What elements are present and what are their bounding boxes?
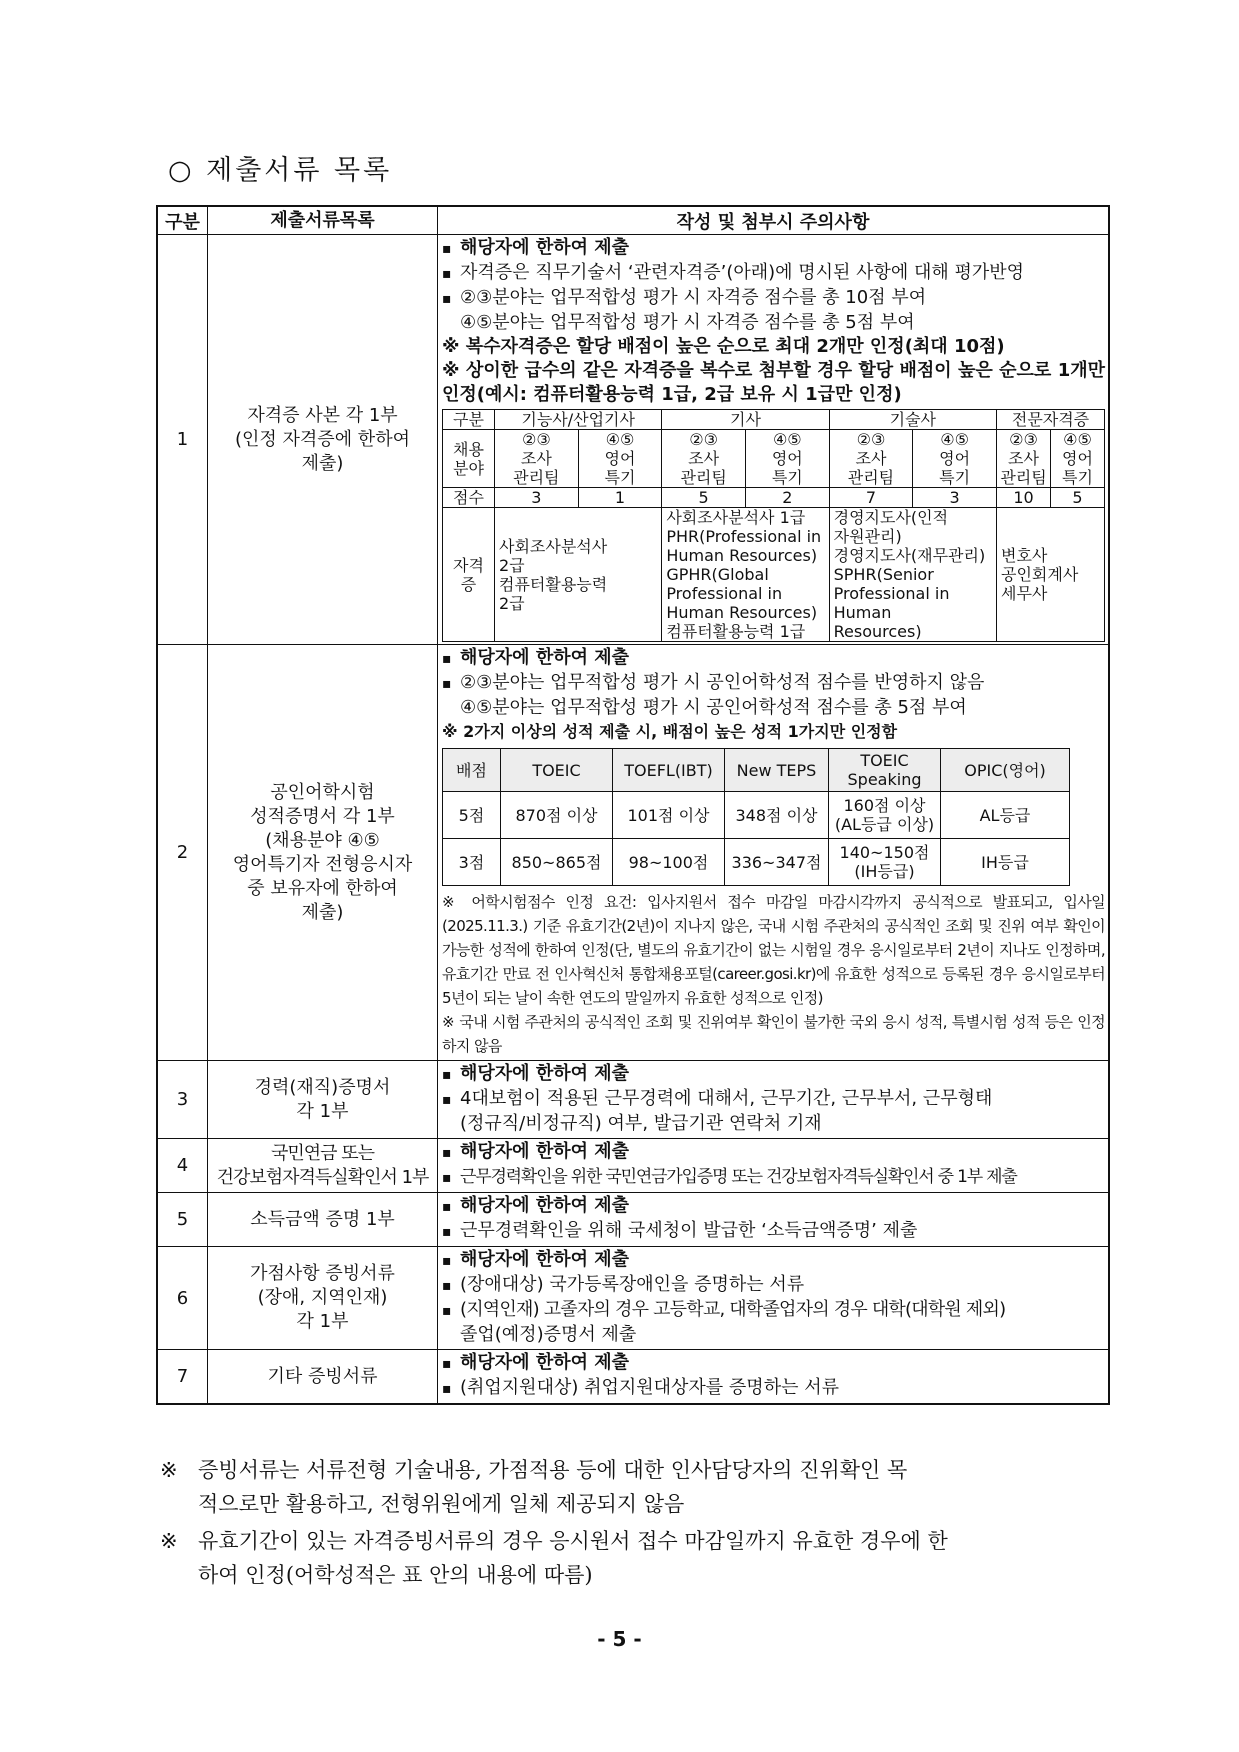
lang-cell: AL등급 — [941, 792, 1070, 839]
footnote: ※ 유효기간이 있는 자격증빙서류의 경우 응시원서 접수 마감일까지 유효한 경우에 한 하여 인정(어학성적은 표 안의 내용에 따름) — [160, 1529, 948, 1587]
page-title: ○ 제출서류 목록 — [168, 155, 393, 186]
note-line: ▪ 4대보험이 적용된 근무경력에 대해서, 근무기간, 근무부서, 근무형태 — [442, 1087, 1105, 1112]
notes-cell — [438, 1247, 1110, 1350]
row-number: 4 — [157, 1139, 208, 1193]
note-line: ▪ (장애대상) 국가등록장애인을 증명하는 서류 — [442, 1273, 1105, 1298]
notes-cell — [438, 235, 1110, 645]
cert-list: 사회조사분석사 1급 PHR(Professional in Human Resources) GPHR(Global Professional in Human Resources) 컴퓨터활용능력 1급 — [662, 508, 829, 642]
note-line: ▪ 해당자에 한하여 제출 — [442, 646, 1105, 671]
language-note: ※ 국내 시험 주관처의 공식적인 조회 및 진위여부 확인이 불가한 국외 응시 성적, 특별시험 성적 등은 인정하지 않음 — [442, 1013, 1105, 1055]
document-name: 자격증 사본 각 1부 (인정 자격증에 한하여 제출) — [208, 235, 438, 645]
field-a: ②③ 조사 관리팀 — [829, 430, 913, 488]
note-line: 졸업(예정)증명서 제출 — [460, 1324, 637, 1345]
lang-cell: 98~100점 — [613, 839, 725, 886]
field-b: ④⑤ 영어 특기 — [578, 430, 662, 488]
score-value: 1 — [578, 488, 662, 508]
table-row — [157, 235, 1109, 645]
lang-cell: IH등급 — [941, 839, 1070, 886]
score-value: 3 — [913, 488, 997, 508]
page-number: - 5 - — [597, 1627, 642, 1651]
note-line: ▪ 근무경력확인을 위한 국민연금가입증명 또는 건강보험자격득실확인서 중 1부 제출 — [442, 1165, 1105, 1190]
lang-header: OPIC(영어) — [941, 749, 1070, 792]
note-line: ▪ 해당자에 한하여 제출 — [442, 1062, 1105, 1087]
cert-list: 경영지도사(인적 자원관리) 경영지도사(재무관리) SPHR(Senior Professional in Human Resources) — [829, 508, 996, 642]
note-line: ▪ (지역인재) 고졸자의 경우 고등학교, 대학졸업자의 경우 대학(대학원 제외) — [442, 1298, 1105, 1323]
lang-header: TOEFL(IBT) — [613, 749, 725, 792]
language-note: ※ 어학시험점수 인정 요건: 입사지원서 접수 마감일 마감시각까지 공식적으로 발표되고, 입사일(2025.11.3.) 기준 유효기간(2년)이 지나지 않은, 국내 시험 주관처의 공식적인 조회 및 진위 여부 확인이 가능한 성적에 한하여 인정(단, 별도의 유효기간이 없는 시험일 경우 응시일로부터 2년이 지나도 인정하며, 유효기간 만료 전 인사혁신처 통합채용포털(career.gosi.kr)에 유효한 성적으로 등록된 경우 응시일로부터 5년이 되는 날이 속한 연도의 말일까지 유효한 성적으로 인정) — [442, 893, 1105, 1007]
score-label: 점수 — [443, 488, 495, 508]
group-header: 전문자격증 — [997, 410, 1105, 430]
notes-cell — [438, 1350, 1110, 1405]
note-line: ▪ ②③분야는 업무적합성 평가 시 공인어학성적 점수를 반영하지 않음 — [442, 671, 1105, 696]
lang-header: TOEIC — [501, 749, 613, 792]
field-a: ②③ 조사 관리팀 — [495, 430, 579, 488]
lang-cell: 160점 이상 (AL등급 이상) — [829, 792, 941, 839]
notes-cell — [438, 1193, 1110, 1247]
field-b: ④⑤ 영어 특기 — [913, 430, 997, 488]
note-line: ▪ 해당자에 한하여 제출 — [442, 1194, 1105, 1219]
header-category: 구분 — [157, 206, 208, 235]
header-document-list: 제출서류목록 — [208, 206, 438, 235]
certificate-score-table — [442, 409, 1105, 642]
score-value: 2 — [745, 488, 829, 508]
score-value: 5 — [662, 488, 746, 508]
score-value: 3 — [495, 488, 579, 508]
lang-cell: 336~347점 — [725, 839, 829, 886]
row-number: 6 — [157, 1247, 208, 1350]
lang-cell: 870점 이상 — [501, 792, 613, 839]
group-header: 기능사/산업기사 — [495, 410, 662, 430]
note-line: ※ 2가지 이상의 성적 제출 시, 배점이 높은 성적 1가지만 인정함 — [442, 722, 898, 741]
header-notes: 작성 및 첨부시 주의사항 — [438, 206, 1110, 235]
note-line: ▪ 해당자에 한하여 제출 — [442, 236, 1105, 261]
lang-cell: 140~150점 (IH등급) — [829, 839, 941, 886]
score-value: 7 — [829, 488, 913, 508]
lang-cell: 101점 이상 — [613, 792, 725, 839]
note-line: ④⑤분야는 업무적합성 평가 시 공인어학성적 점수를 총 5점 부여 — [460, 697, 967, 718]
note-line: ※ 복수자격증은 할당 배점이 높은 순으로 최대 2개만 인정(최대 10점) — [442, 336, 1005, 357]
notes-cell — [438, 1061, 1110, 1139]
document-name: 경력(재직)증명서 각 1부 — [208, 1061, 438, 1139]
footnote: ※ 증빙서류는 서류전형 기술내용, 가점적용 등에 대한 인사담당자의 진위확인 목 적으로만 활용하고, 전형위원에게 일체 제공되지 않음 — [160, 1458, 908, 1516]
document-name: 가점사항 증빙서류 (장애, 지역인재) 각 1부 — [208, 1247, 438, 1350]
row-number: 1 — [157, 235, 208, 645]
note-line: (정규직/비정규직) 여부, 발급기관 연락처 기재 — [460, 1113, 822, 1134]
cert-list: 변호사 공인회계사 세무사 — [997, 508, 1105, 642]
table-row — [157, 645, 1109, 1061]
table-row — [157, 1061, 1109, 1139]
field-b: ④⑤ 영어 특기 — [1051, 430, 1105, 488]
lang-header: New TEPS — [725, 749, 829, 792]
field-b: ④⑤ 영어 특기 — [745, 430, 829, 488]
row-number: 2 — [157, 645, 208, 1061]
table-row — [157, 1247, 1109, 1350]
table-row — [157, 1139, 1109, 1193]
lang-header: 배점 — [443, 749, 501, 792]
document-name: 국민연금 또는 건강보험자격득실확인서 1부 — [208, 1139, 438, 1193]
cert-list: 사회조사분석사 2급 컴퓨터활용능력 2급 — [495, 508, 662, 642]
note-line: ▪ 해당자에 한하여 제출 — [442, 1248, 1105, 1273]
lang-cell: 348점 이상 — [725, 792, 829, 839]
document-name: 공인어학시험 성적증명서 각 1부 (채용분야 ④⑤ 영어특기자 전형응시자 중 보유자에 한하여 제출) — [208, 645, 438, 1061]
language-score-table — [442, 748, 1070, 886]
notes-cell — [438, 1139, 1110, 1193]
note-line: ▪ 해당자에 한하여 제출 — [442, 1140, 1105, 1165]
lang-cell: 5점 — [443, 792, 501, 839]
document-name: 기타 증빙서류 — [208, 1350, 438, 1405]
group-header: 기술사 — [829, 410, 996, 430]
note-line: ▪ 자격증은 직무기술서 ‘관련자격증’(아래)에 명시된 사항에 대해 평가반영 — [442, 261, 1105, 286]
table-header-row — [157, 206, 1109, 235]
table-row — [157, 1193, 1109, 1247]
note-line: ④⑤분야는 업무적합성 평가 시 자격증 점수를 총 5점 부여 — [460, 312, 915, 333]
note-line: ▪ (취업지원대상) 취업지원대상자를 증명하는 서류 — [442, 1376, 1105, 1401]
field-a: ②③ 조사 관리팀 — [662, 430, 746, 488]
table-row — [157, 1350, 1109, 1405]
field-a: ②③ 조사 관리팀 — [997, 430, 1051, 488]
score-value: 10 — [997, 488, 1051, 508]
note-line: ▪ 해당자에 한하여 제출 — [442, 1351, 1105, 1376]
lang-cell: 850~865점 — [501, 839, 613, 886]
cert-label: 자격 증 — [443, 508, 495, 642]
note-line: ▪ ②③분야는 업무적합성 평가 시 자격증 점수를 총 10점 부여 — [442, 286, 1105, 311]
note-line: ※ 상이한 급수의 같은 자격증을 복수로 첨부할 경우 할당 배점이 높은 순으로 1개만 인정(예시: 컴퓨터활용능력 1급, 2급 보유 시 1급만 인정) — [442, 360, 1105, 405]
document-name: 소득금액 증명 1부 — [208, 1193, 438, 1247]
field-label: 채용 분야 — [443, 430, 495, 488]
sub-header-label: 구분 — [443, 410, 495, 430]
score-value: 5 — [1051, 488, 1105, 508]
row-number: 3 — [157, 1061, 208, 1139]
group-header: 기사 — [662, 410, 829, 430]
lang-cell: 3점 — [443, 839, 501, 886]
row-number: 7 — [157, 1350, 208, 1405]
documents-table — [156, 205, 1110, 1405]
row-number: 5 — [157, 1193, 208, 1247]
note-line: ▪ 근무경력확인을 위해 국세청이 발급한 ‘소득금액증명’ 제출 — [442, 1219, 1105, 1244]
notes-cell — [438, 645, 1110, 1061]
lang-header: TOEIC Speaking — [829, 749, 941, 792]
